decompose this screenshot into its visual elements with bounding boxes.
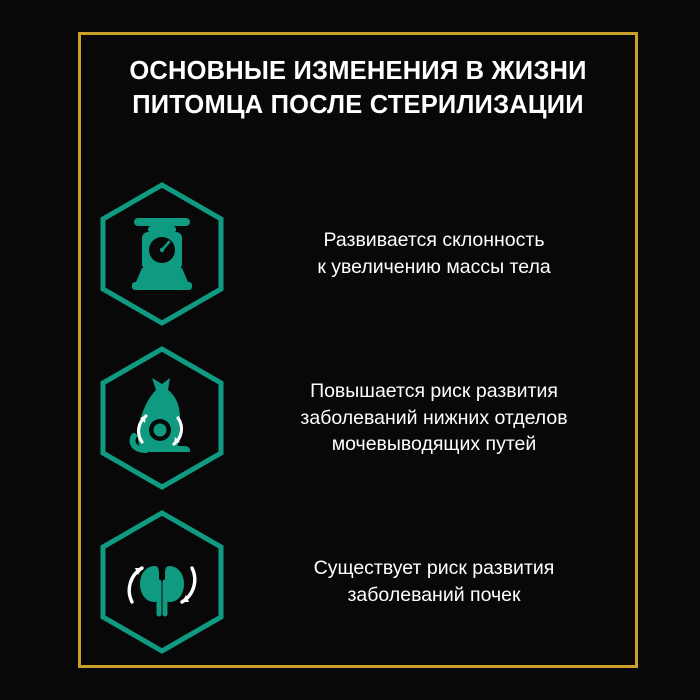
list-item-text-line-2: заболеваний нижних отделов xyxy=(300,406,568,429)
list-item-text-line-1: Развивается склонность xyxy=(323,229,545,252)
list-item-text-line-1: Повышается риск развития xyxy=(310,379,558,402)
icon-container xyxy=(78,346,246,490)
list-item-text xyxy=(246,378,638,459)
page-title-line-2: ПИТОМЦА ПОСЛЕ СТЕРИЛИЗАЦИИ xyxy=(132,90,584,119)
list-item xyxy=(78,172,638,336)
icon-container xyxy=(78,182,246,326)
list-item-text-line-1: Существует риск развития xyxy=(313,557,555,580)
frame-border-top xyxy=(78,32,638,35)
page-title-line-1: ОСНОВНЫЕ ИЗМЕНЕНИЯ В ЖИЗНИ xyxy=(129,57,587,85)
frame-border-bottom xyxy=(78,665,638,668)
list-item-text-line-3: мочевыводящих путей xyxy=(331,433,537,456)
list-item xyxy=(78,336,638,500)
kitchen-scale-icon xyxy=(98,182,226,326)
cat-urinary-tract-icon xyxy=(98,346,226,490)
icon-container xyxy=(78,510,246,654)
items-list xyxy=(78,172,638,664)
list-item-text xyxy=(246,555,638,609)
list-item-text-line-2: к увеличению массы тела xyxy=(317,256,551,278)
list-item xyxy=(78,500,638,664)
list-item-text xyxy=(246,227,638,281)
list-item-text-line-2: заболеваний почек xyxy=(347,584,521,606)
page-title xyxy=(78,55,638,122)
kidneys-icon xyxy=(98,510,226,654)
